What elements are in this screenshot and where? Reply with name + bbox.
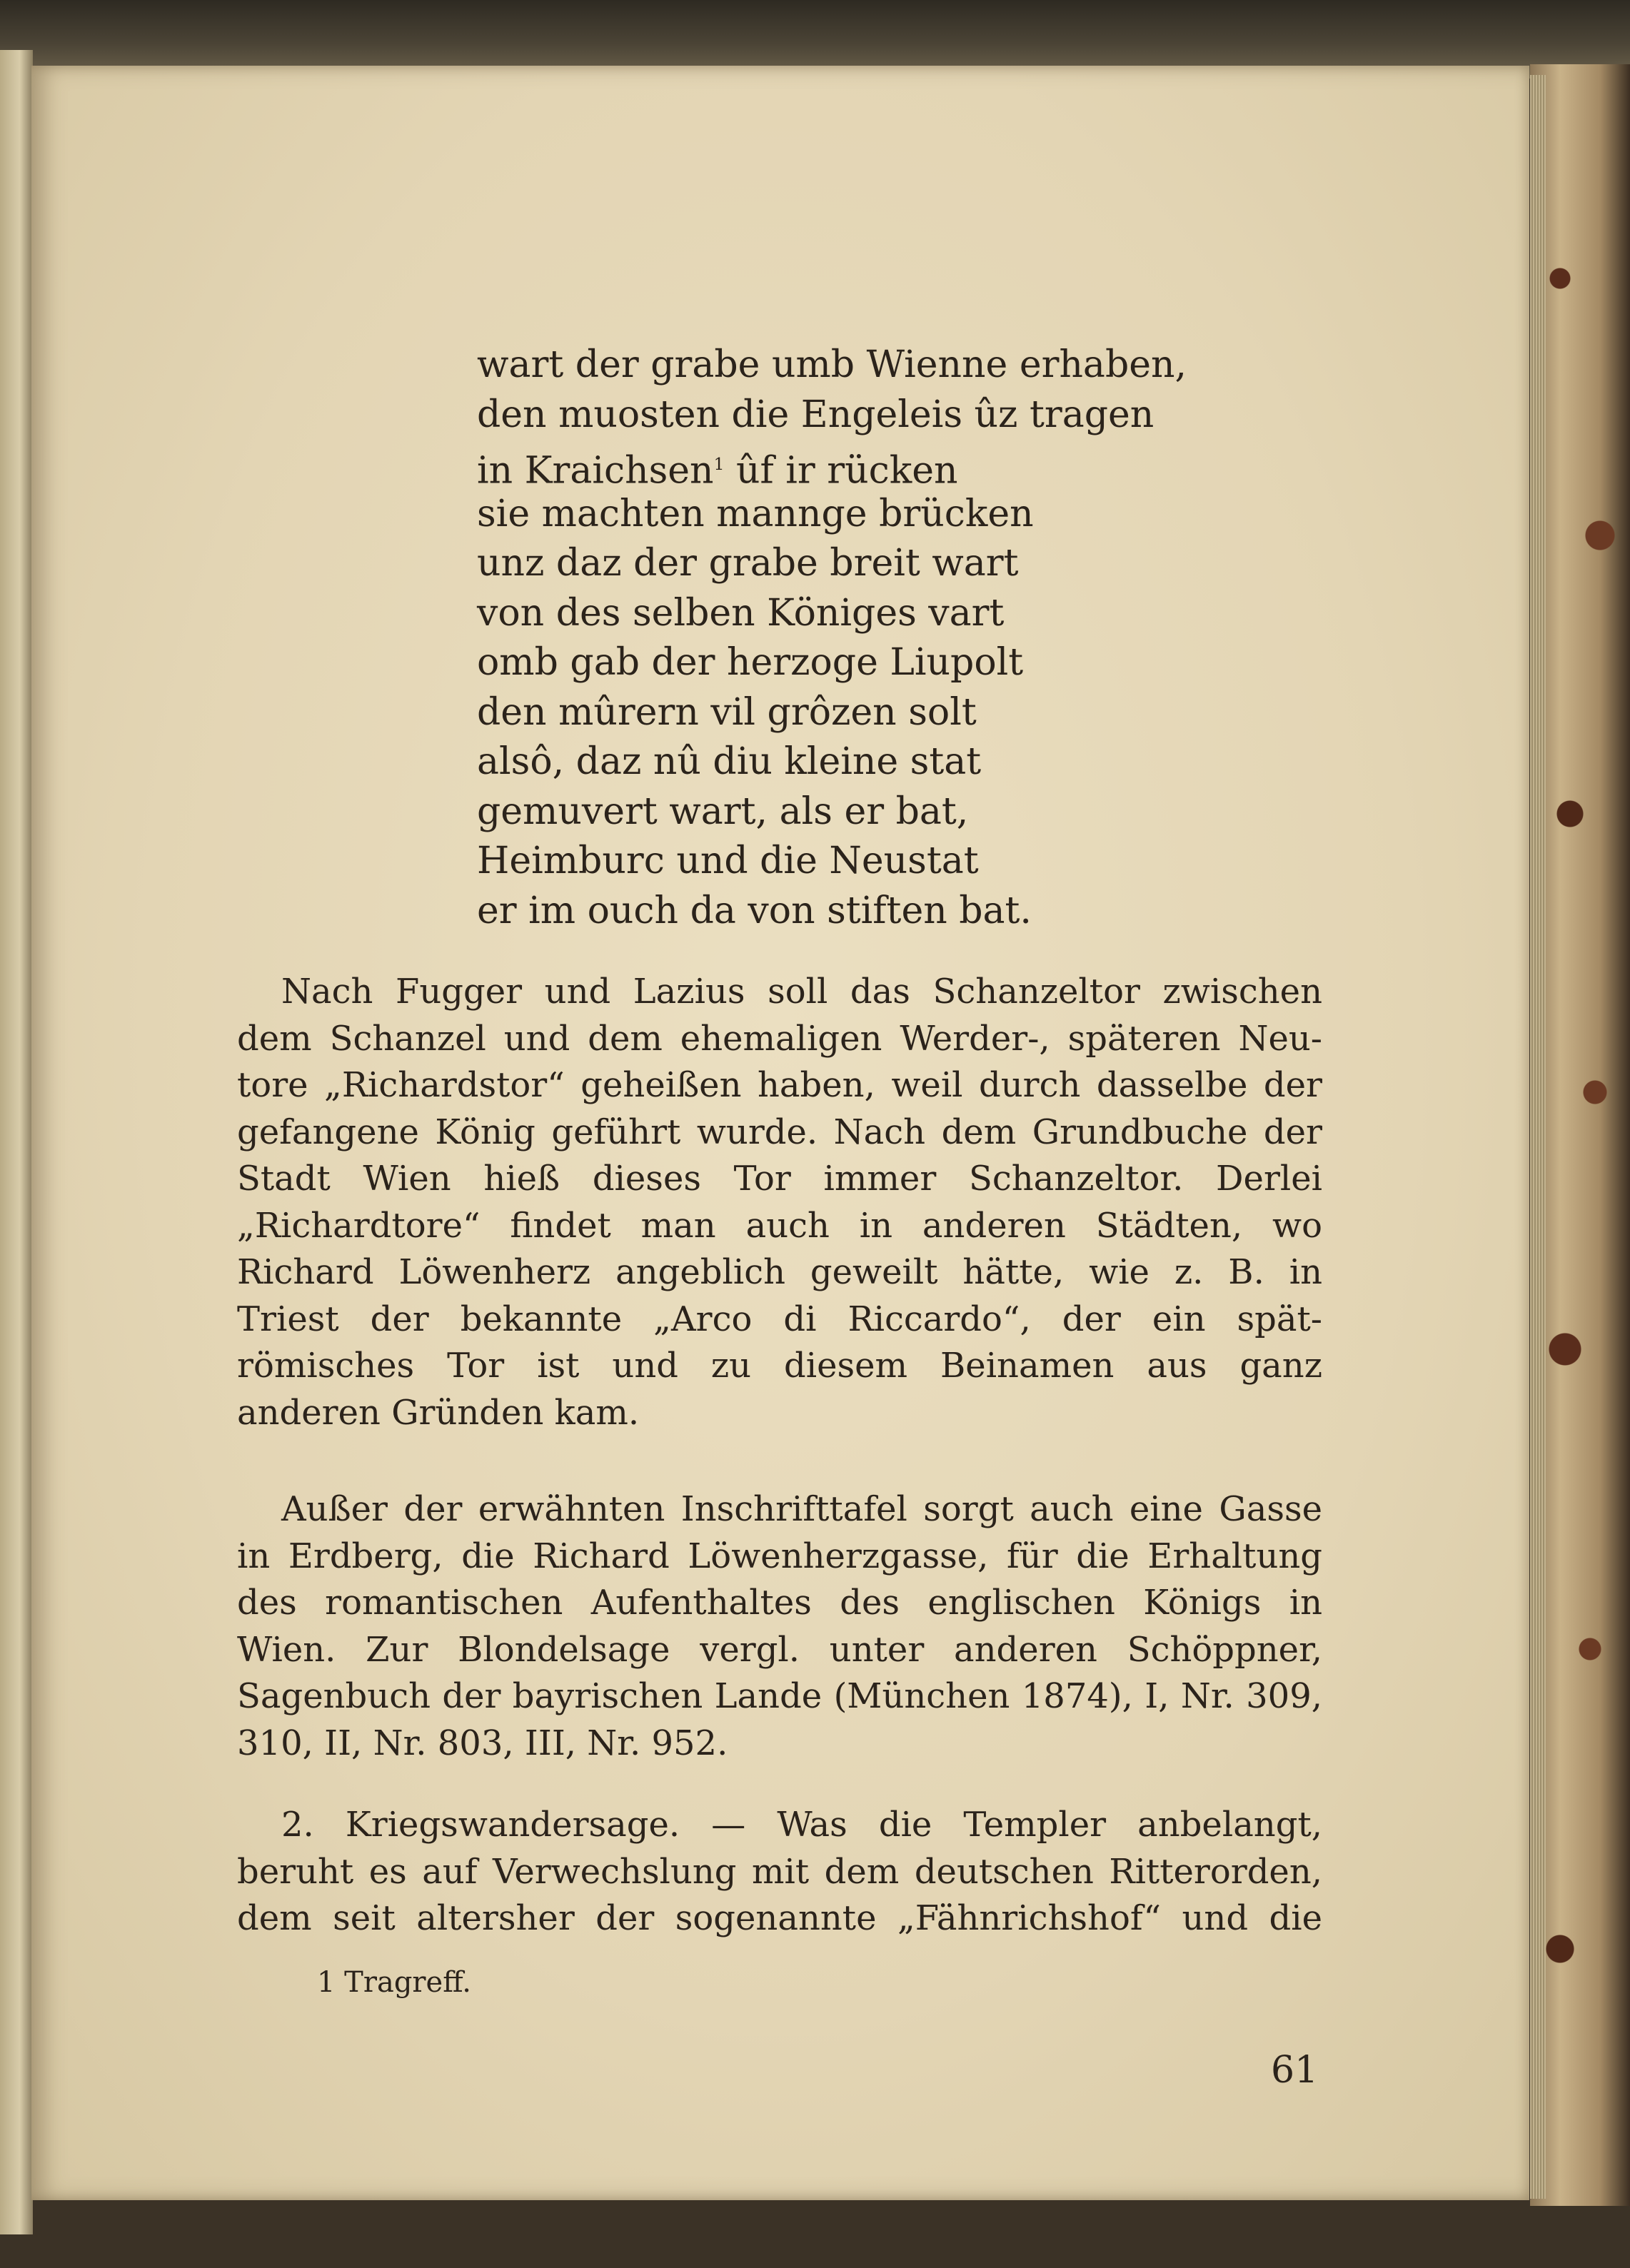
paragraph-line: Triest der bekannte „Arco di Riccardo“, der ein spät- bbox=[237, 1299, 1322, 1339]
paragraph-1 bbox=[237, 969, 1322, 1436]
paragraph-line: gefangene König geführt wurde. Nach dem Grundbuche der bbox=[237, 1112, 1322, 1152]
verse-line: den mûrern vil grôzen solt bbox=[477, 690, 977, 734]
paragraph-line: tore „Richardstor“ geheißen haben, weil durch dasselbe der bbox=[237, 1065, 1322, 1105]
verse-line: den muosten die Engeleis ûz tragen bbox=[477, 393, 1154, 436]
paragraph-line: Stadt Wien hieß dieses Tor immer Schanzeltor. Derlei bbox=[237, 1159, 1322, 1199]
paragraph-line: beruht es auf Verwechslung mit dem deutschen Ritterorden, bbox=[237, 1851, 1322, 1892]
footnote: 1 Tragreff. bbox=[317, 1966, 471, 1999]
paragraph-line: römisches Tor ist und zu diesem Beinamen aus ganz bbox=[237, 1346, 1322, 1386]
verse-line: Heimburc und die Neustat bbox=[477, 840, 979, 882]
paragraph-line: Nach Fugger und Lazius soll das Schanzeltor zwischen bbox=[281, 972, 1322, 1012]
verse-line: er im ouch da von stiften bat. bbox=[477, 889, 1032, 932]
paragraph-line: Wien. Zur Blondelsage vergl. unter anderen Schöppner, bbox=[237, 1629, 1322, 1670]
paragraph-3 bbox=[237, 1802, 1322, 1942]
footnote-marker: 1 bbox=[713, 454, 725, 474]
page-stack-edge bbox=[1530, 75, 1546, 2199]
verse-line: alsô, daz nû diu kleine stat bbox=[477, 740, 982, 783]
paragraph-line: in Erdberg, die Richard Löwenherzgasse, für die Erhaltung bbox=[237, 1536, 1322, 1576]
verse-line: von des selben Königes vart bbox=[477, 591, 1005, 635]
paragraph-line: dem seit altersher der sogenannte „Fähnrichshof“ und die bbox=[237, 1898, 1322, 1938]
paragraph-line: dem Schanzel und dem ehemaligen Werder-, späteren Neu- bbox=[237, 1018, 1322, 1059]
verse-block bbox=[477, 341, 1262, 936]
book-page bbox=[31, 66, 1529, 2200]
paragraph-line: des romantischen Aufenthaltes des englischen Königs in bbox=[237, 1583, 1322, 1623]
verse-line bbox=[477, 440, 1262, 493]
verse-line: sie machten mannge brücken bbox=[477, 492, 1034, 535]
page-number: 61 bbox=[1271, 2049, 1319, 2092]
paragraph-line: anderen Gründen kam. bbox=[237, 1392, 640, 1433]
verse-line: omb gab der herzoge Liupolt bbox=[477, 641, 1024, 684]
verse-line: wart der grabe umb Wienne erhaben, bbox=[477, 343, 1187, 386]
verse-line-text: in Kraichsen bbox=[477, 449, 714, 493]
left-page-edge bbox=[0, 50, 33, 2234]
paragraph-line: Richard Löwenherz angeblich geweilt hätte, wie z. B. in bbox=[237, 1252, 1322, 1292]
verse-line-text-rest: ûf ir rücken bbox=[735, 449, 958, 493]
paragraph-line: 2. Kriegswandersage. — Was die Templer anbelangt, bbox=[281, 1805, 1322, 1845]
paragraph-line: „Richardtore“ findet man auch in anderen Städten, wo bbox=[237, 1205, 1322, 1246]
paragraph-line: 310, II, Nr. 803, III, Nr. 952. bbox=[237, 1723, 728, 1763]
paragraph-line: Außer der erwähnten Inschrifttafel sorgt auch eine Gasse bbox=[281, 1489, 1322, 1529]
verse-line: unz daz der grabe breit wart bbox=[477, 542, 1019, 585]
verse-line: gemuvert wart, als er bat, bbox=[477, 790, 969, 833]
paragraph-2 bbox=[237, 1486, 1322, 1767]
paragraph-line: Sagenbuch der bayrischen Lande (München 1874), I, Nr. 309, bbox=[237, 1676, 1322, 1716]
